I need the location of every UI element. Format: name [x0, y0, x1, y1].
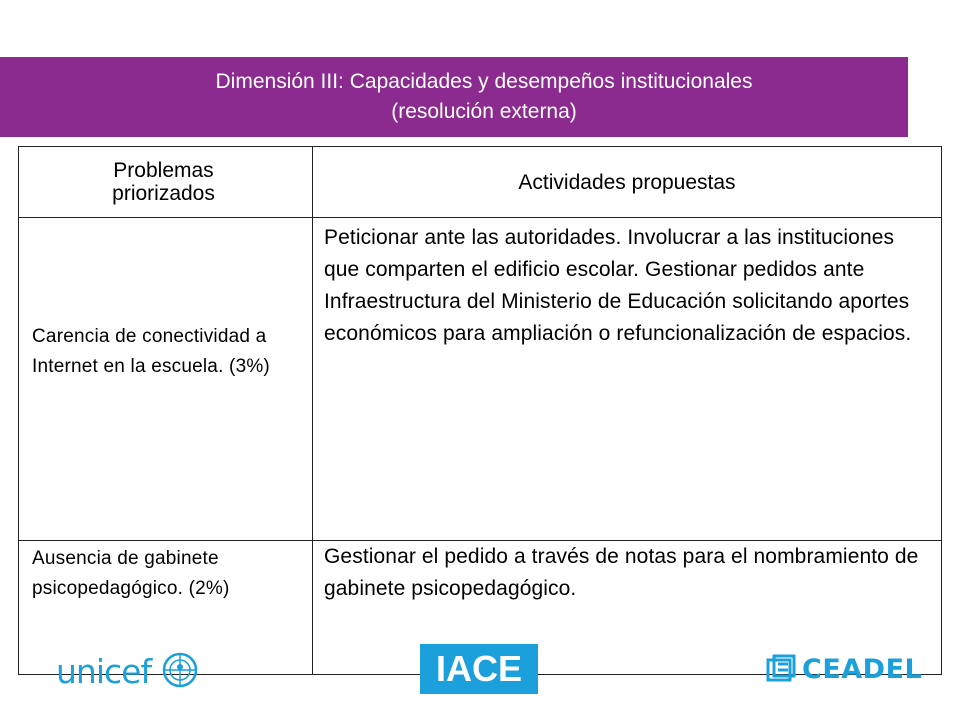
activity-cell: Gestionar el pedido a través de notas para el nombramiento de gabinete psicopedagógico.	[313, 541, 942, 675]
table-header-row	[19, 147, 942, 218]
activity-cell: Peticionar ante las autoridades. Involucrar a las instituciones que comparten el edificio escolar. Gestionar pedidos ante Infraestructura del Ministerio de Educación solicitando aportes económicos para ampliación o refuncionalización de espacios.	[313, 218, 942, 541]
title-line-2: (resolución externa)	[391, 100, 577, 123]
col-header-problems: Problemas priorizados	[19, 147, 313, 218]
unicef-logo: unicef	[56, 652, 152, 691]
ceadel-logo: CEADEL	[802, 654, 923, 685]
problem-cell: Ausencia de gabinete psicopedagógico. (2%)	[19, 541, 313, 675]
problems-table	[18, 146, 942, 675]
col-header-activities: Actividades propuestas	[313, 147, 942, 218]
problem-cell: Carencia de conectividad a Internet en la escuela. (3%)	[19, 218, 313, 541]
unicef-globe-icon	[162, 652, 198, 688]
footer-logos	[0, 640, 960, 700]
table-row	[19, 218, 942, 541]
ceadel-icon	[766, 654, 796, 684]
title-line-1: Dimensión III: Capacidades y desempeños institucionales	[215, 70, 753, 93]
iace-logo: IACE	[420, 644, 538, 694]
title-banner	[0, 57, 908, 137]
